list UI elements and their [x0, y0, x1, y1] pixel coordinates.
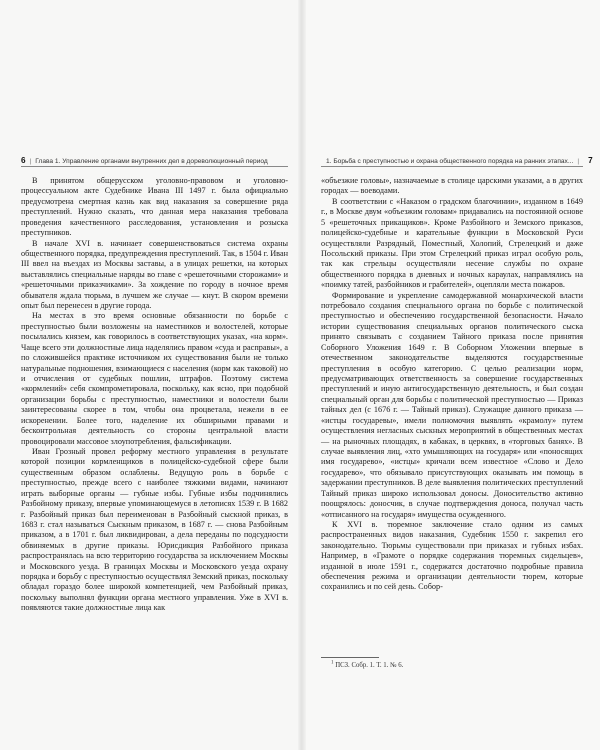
right-running-head: 1. Борьба с преступностью и охрана общественного порядка на ранних этапах... | 7: [326, 156, 593, 165]
paragraph: На местах в это время основные обязанности по борьбе с преступностью были возложены на наместников и волостелей, которые посылались князем, как говорилось в соответствующих указах, «на корм». Чаще всего эти должностные лица наделялись правом «суда и расправы», а по сложившейся практике источником их существования были не только натуральные подношения, взимающиеся с населения (корм как таковой) но и отчисления от судебных пошлин, штрафов. Поэтому система «кормлений» себя скомпрометировала, поскольку, как ясно, при подобной организации борьбы с преступностью, наместники и волостели были заинтересованы скорее в том, чтобы она процветала, нежели в ее искоренении. Более того, наделение их обширными правами и бесконтрольная деятельность со стороны центральной власти провоцировали массовое злоупотребления, фальсификации.: [21, 311, 288, 446]
paragraph: В принятом общерусском уголовно-правовом и уголовно-процессуальном акте Судебнике Ивана III 1497 г. была официально предусмотрена смертная казнь как вид наказания за совершение ряда преступлений. Нужно сказать, что данная мера наказания требовала проведения качественного расследования, установления и розыска преступников.: [21, 176, 288, 238]
paragraph: Иван Грозный провел реформу местного управления в результате которой позиции кормленщиков в полицейско-судебной сфере были существенным образом ослаблены. Ведущую роль в борьбе с преступностью, прежде всего с наиболее тяжкими видами, начинают играть выборные органы — губные избы. Губные избы подчинялись Разбойному приказу, впервые упоминающемуся в летописях 1539 г. В 1682 г. Разбойный приказ был переименован в Разбойный сыскной приказ, в 1683 г. стал называться Сыскным приказом, в 1687 г. — снова Разбойным приказом, а в 1701 г. был ликвидирован, а дела переданы по подсудности обвиняемых в другие приказы. Юрисдикция Разбойного приказа распространялась на всю территорию государства за исключением Москвы и Московского уезда. В границах Москвы и Московского уезда охрану порядка и борьбу с преступностью осуществлял Земский приказ, поскольку обладал гораздо более широкой компетенцией, чем Разбойный приказ, поскольку выполнял функции органа местного управления. Уже в XVI в. появляются такие должностные лица как: [21, 446, 288, 613]
paragraph: В соответствии с «Наказом о градском благочинии», изданном в 1649 г., в Москве двум «объезжим головам» придавались на постоянной основе 5 «решеточных прикащиков». Кроме Разбойного и Земского приказов, полицейско-судебные и карательные функции в Московской Руси осуществляли Разрядный, Поместный, Холопий, Стрелецкий и даже Посольский приказы. При этом Стрелецкий приказ играл особую роль, так как стрельцы осуществляли несение службы по охране общественного порядка в дневных и ночных караулах, направлялись на «поимку татей, разбойников и грабителей», оцепляли места пожаров.: [321, 196, 583, 290]
left-running-head: 6 | Глава 1. Управление органами внутренних дел в дореволюционный период: [21, 156, 268, 165]
gutter-shadow: [298, 0, 306, 750]
left-running-head-title: Глава 1. Управление органами внутренних дел в дореволюционный период: [35, 158, 268, 165]
right-header-rule: [321, 166, 583, 167]
footnote-text: ПСЗ. Собр. 1. Т. 1. № 6.: [335, 662, 404, 669]
left-text-column: [21, 176, 288, 614]
paragraph: Формирование и укрепление самодержавной монархической власти потребовало создания специального органа по борьбе с политической преступностью и обеспечению государственной безопасности. Начало истории существования специальных органов политического сыска принято связывать с созданием Тайного приказа после принятия Соборного Уложения 1649 г. В Соборном Уложении впервые в отечественном законодательстве выделяются государственные преступления в особую категорию. С целью реализации норм, предусматривающих ответственность за совершение государственных преступлений и иную антигосударственную деятельность, и был создан специальный орган для борьбы с политической преступностью — Приказ тайных дел (с 1676 г. — Тайный приказ). Служащие данного приказа — «истцы государевы», имели полномочия выявлять «крамолу» путем осуществления негласных сыскных мероприятий в общественных местах — на рыночных площадях, в кабаках, в церквях, в «торговых банях». В случае выявления лиц, «хто умышляющих на государя» или «поносящих имя государево», «истцы» кричали всем известное «Слово и Дело государево», что обязывало присутствующих оказывать им помощь в задержании преступников. В деле выявления политических преступлений Тайный приказ широко использовал доносы. Доносительство активно поощрялось: доносчик, в случае подтверждения доноса, получал часть «отписанного на государя» имущества осужденного.: [321, 290, 583, 519]
right-page-number: 7: [588, 156, 593, 165]
right-text-column: [321, 176, 583, 593]
footnote: [331, 662, 403, 669]
left-header-rule: [21, 166, 288, 167]
footnote-marker: 1: [331, 660, 334, 666]
right-page: [301, 0, 600, 750]
paragraph: В начале XVI в. начинает совершенствоваться система охраны общественного порядка, предупреждения преступлений. Так, в 1504 г. Иван III ввел на въездах из Москвы заставы, а в улицах решетки, на которых выставлялись специальные наряды во главе с «решеточными сторожами» и «решеточными приказчиками». За хождение по городу в ночное время обывателя ждала тюрьма, в лучшем же случае — кнут. В скором времени опыт был перенесен в другие города.: [21, 238, 288, 311]
left-page-number: 6: [21, 156, 26, 165]
right-running-head-title: 1. Борьба с преступностью и охрана общественного порядка на ранних этапах...: [326, 158, 574, 165]
paragraph: «объезжие головы», назначаемые в столице царскими указами, а в других городах — воеводами.: [321, 176, 583, 196]
footnote-rule: [321, 657, 379, 658]
paragraph: К XVI в. тюремное заключение стало одним из самых распространенных видов наказания, Судебник 1550 г. закрепил его законодательно. Тюрьмы существовали при приказах и губных избах. Например, в «Грамоте о порядке содержания тюремных сидельцев», изданной в июле 1591 г., содержатся достаточно подробные правила обеспечения режима и организации деятельности тюрем, которые сохранились и по сей день. Собор-: [321, 519, 583, 592]
